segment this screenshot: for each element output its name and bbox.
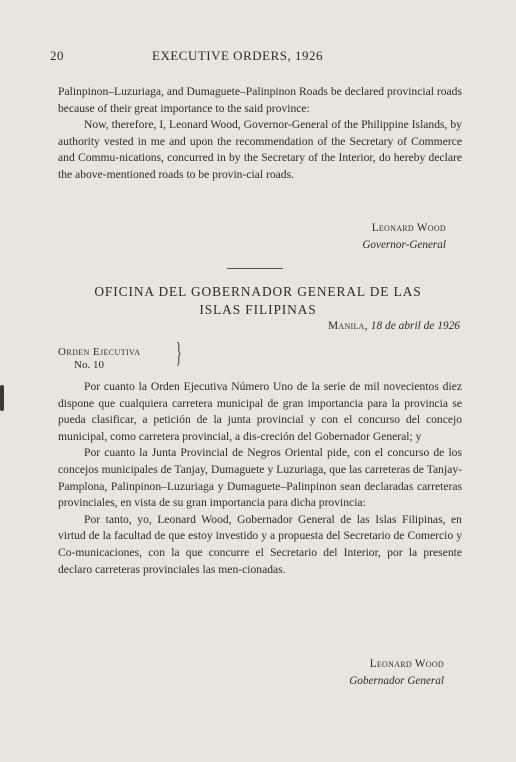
- dateline-place: Manila,: [327, 320, 368, 332]
- brace-glyph: }: [175, 338, 182, 369]
- english-order-text: [58, 84, 462, 184]
- signature-title: Governor-General: [362, 238, 446, 251]
- english-paragraph-1: Palinpinon–Luzuriaga, and Dumaguete–Palinpinon Roads be declared provincial roads because of their great importance to the said province:: [58, 85, 462, 115]
- spanish-paragraph-2: Por cuanto la Junta Provincial de Negros Oriental pide, con el concurso de los concejos municipales de Tanjay, Dumaguete y Luzuriaga, que las carreteras de Tanjay-Pamplona, Palinpinon–Luzuriaga y Dumaguete–Palinpinon sean declaradas carreteras provinciales, en vista de su gran importancia para dicha provincia:: [58, 446, 462, 510]
- office-heading-line-1: OFICINA DEL GOBERNADOR GENERAL DE LAS: [94, 284, 422, 299]
- section-divider: [227, 268, 283, 269]
- signature-name: Leonard Wood: [371, 222, 446, 234]
- signature-name: Leonard Wood: [369, 658, 444, 670]
- binding-mark: [0, 385, 4, 411]
- spanish-paragraph-3: Por tanto, yo, Leonard Wood, Gobernador General de las Islas Filipinas, en virtud de la facultad de que estoy investido y a propuesta del Secretario de Comercio y Co-municaciones, con la que concurre el Secretario del Interior, por la presente declaro carreteras provinciales las men-cionadas.: [58, 512, 462, 576]
- order-label: Orden Ejecutiva: [58, 346, 141, 358]
- spanish-signature: [260, 656, 444, 689]
- office-heading-line-2: ISLAS FILIPINAS: [199, 302, 317, 317]
- order-number: No. 10: [74, 359, 104, 371]
- signature-title: Gobernador General: [349, 674, 444, 687]
- english-paragraph-2: Now, therefore, I, Leonard Wood, Governor-General of the Philippine Islands, by authority vested in me and upon the recommendation of the Secretary of Commerce and Commu-nications, concurred in by the Secretary of the Interior, do hereby declare the above-mentioned roads to be provin-cial roads.: [58, 118, 462, 181]
- english-signature: [258, 220, 446, 253]
- office-heading: [44, 283, 472, 319]
- page-header: [44, 48, 464, 70]
- running-head: EXECUTIVE ORDERS, 1926: [152, 48, 323, 63]
- spanish-paragraph-1: Por cuanto la Orden Ejecutiva Número Uno de la serie de mil novecientos diez dispone que cualquiera carretera municipal de gran importancia para la provincia se pueda clasificar, a petición de la junta provincial y con el concurso del concejo municipal, como carretera provincial, a dis-creción del Gobernador General; y: [58, 380, 463, 443]
- dateline: [250, 320, 460, 332]
- page-number: 20: [50, 48, 64, 63]
- dateline-date: 18 de abril de 1926: [370, 320, 460, 332]
- spanish-order-text: [58, 379, 462, 578]
